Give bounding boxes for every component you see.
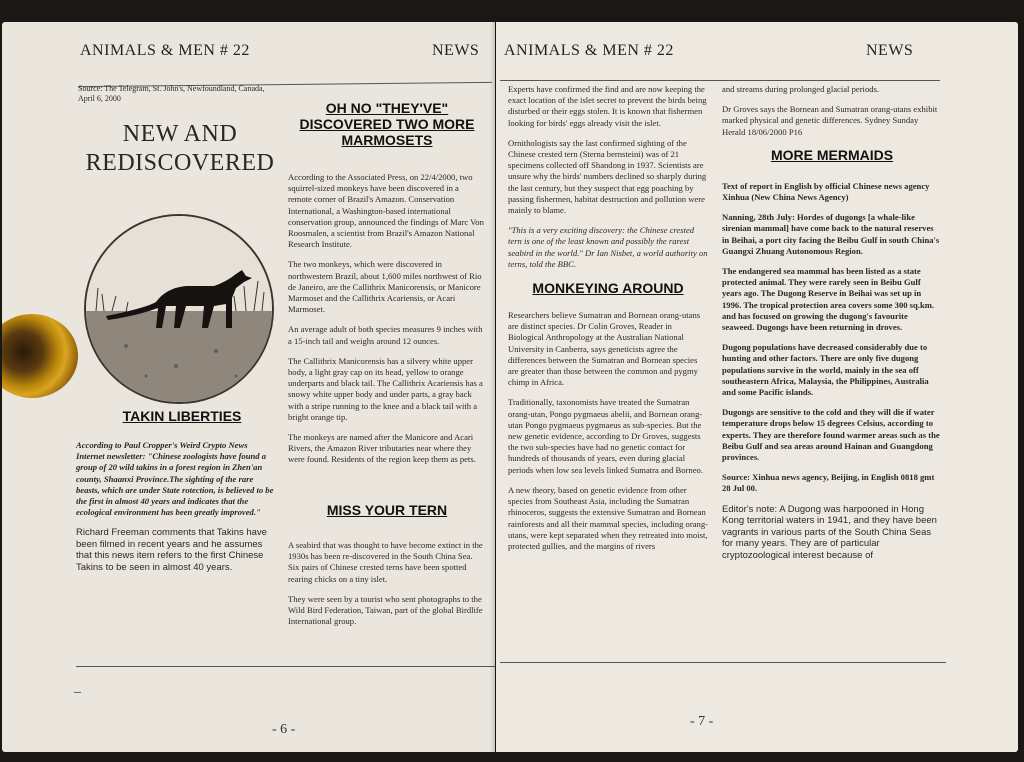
mermaids-para-4: Dugong populations have decreased considerably due to hunting and other factors. There are only five dugong populations survive in the world, mainly in the sea off southeastern Africa, Malaysia, the Philippines, Australia and some Pacific islands. [722,342,929,398]
mermaids-para-5: Dugongs are sensitive to the cold and they will die if water temperature drops below 15 degrees Celsius, according to experts. They are therefore found warmer areas such as the Beibu Gulf and sea areas around Hainan and Guangdong provinces. [722,407,940,463]
left-header-title: ANIMALS & MEN # 22 [80,42,250,59]
tern-continued-para-1: Experts have confirmed the find and are now keeping the exact location of the islet secret to prevent the birds being disturbed or their eggs stolen. It is known that fishermen looking for birds' eggs already visit the islet. [508,84,707,128]
mermaids-para-2: Nanning, 28th July: Hordes of dugongs [a whale-like sirenian mammal] have come back to the natural reserves in Beihai, a port city facing the Beibu Gulf in south China's Guangxi Zhuang Autonomous Region. [722,212,940,256]
left-page [2,22,495,752]
right-col-1 [508,84,708,561]
mermaids-para-3: The endangered sea mammal has been listed as a state protected animal. They were rarely seen in Beibu Gulf years ago. The Dugong Reserve in Beihai was set up in 1996. The tropical protection area covers some 300 sq.km. and has focused on growing the dugong's favourite seaweed. Dugongs have been returning in droves. [722,266,935,333]
big-title: NEW AND REDISCOVERED [85,121,275,176]
right-header-title: ANIMALS & MEN # 22 [504,42,674,59]
right-header-section: NEWS [866,42,914,59]
takin-para-2: Richard Freeman comments that Takins have been filmed in recent years and he assumes that this news item refers to the first Chinese Takins to be seen in almost 40 years. [76,527,267,573]
monkeying-continued-para-1: and streams during prolonged glacial periods. [722,84,880,94]
marmosets-article [288,172,484,475]
tern-headline: MISS YOUR TERN [326,502,448,518]
marmosets-para-1: According to the Associated Press, on 22/4/2000, two squirrel-sized monkeys have been discovered in a remote corner of Brazil's Amazon. Conservation International, a Washington-based international conservation group, announced the findings of Marc Von Roosmalen, a scientist from Brazil's Amazon National Research Institute. [288,172,484,250]
marmosets-para-2: The two monkeys, which were discovered in northwestern Brazil, about 1,600 miles northwest of Rio de Janeiro, are the Callithrix Manicorensis, or Manicore Marmoset and the Callithrix Acariensis, or Acari Marmoset. [288,259,482,315]
monkeying-headline: MONKEYING AROUND [532,280,684,297]
marmosets-para-3: An average adult of both species measures 9 inches with a 15-inch tail and weighs around 12 ounces. [288,324,483,346]
right-footer-rule [500,662,946,663]
editors-note: Editor's note: A Dugong was harpooned in Hong Kong territorial waters in 1941, and they have been vagrants in various parts of the South China Seas for many years. They are of particular cryptozoological interest because of [722,503,937,561]
right-col-2 [722,84,942,570]
tern-para-1: A seabird that was thought to have become extinct in the 1930s has been re-discovered in the South China Sea. Six pairs of Chinese crested terns have been spotted rearing chicks on a tiny islet. [288,540,483,584]
takin-article [76,440,278,582]
left-footer-rule [76,666,495,667]
takin-para-1: According to Paul Cropper's Weird Crypto News Internet newsletter: "Chinese zoologists have found a group of 20 wild takins in a forest region in Zhen'an county, Shaanxi Province.The sighting of the rare beasts, which are under State rotection, is believed to be the first in almost 40 years and indicates that the ecological environment has been greatly improved." [76,440,274,518]
tern-article [288,540,484,636]
tern-continued-para-3: "This is a very exciting discovery: the Chinese crested tern is one of the least known and possibly the rarest seabird in the world." Dr Ian Nisbet, a world authority on terns, told the BBC. [508,225,708,269]
mermaids-source: Source: Xinhua news agency, Beijing, in English 0818 gmt 28 Jul 00. [722,472,935,494]
right-page-number: - 7 - [690,714,714,729]
monkeying-continued-para-2: Dr Groves says the Bornean and Sumatran orang-utans exhibit marked physical and genetic differences. Sydney Sunday Herald 18/06/2000 P16 [722,104,938,137]
right-page [496,22,1018,752]
binder-ring [2,314,78,398]
mermaids-para-1: Text of report in English by official Chinese news agency Xinhua (New China News Agency) [722,180,930,203]
monkeying-para-3: A new theory, based on genetic evidence from other species from Southeast Asia, including the Sumatran rhinoceros, suggests the extensive Sumatran and Bornean rainforests and all their mammal species, including orang-utans, were kept separated when they retreated into moist, protected gullies, and the margins of rivers [508,484,708,551]
marmosets-headline: OH NO "THEY'VE" DISCOVERED TWO MORE MARMOSETS [299,100,475,148]
tern-para-2: They were seen by a tourist who sent photographs to the Wild Bird Federation, Taiwan, part of the global Birdlife International group. [288,593,483,627]
monkeying-para-2: Traditionally, taxonomists have treated the Sumatran orang-utan, Pongo pygmaeus abelii, and Bornean orang-utan Pongo pygmaeus pygmaeus as sub-species. But the new genetic evidence, according to Dr Groves, suggests the two sub-species have had no genetic contact for hundreds of thousands of years, even during glacial periods when low sea levels linked Sumatra and Borneo. [508,397,703,475]
thylacine-silhouette-icon [86,216,274,404]
takin-headline: TAKIN LIBERTIES [122,408,242,424]
monkeying-para-1: Researchers believe Sumatran and Bornean orang-utans are distinct species. Dr Colin Groves, Reader in Biological Anthropology at the Australian National University in Canberra, says geneticists agree the differences between the Sumatran and Bornean species are greater than those between the common and pygmy chimp in Africa. [508,310,701,388]
mermaids-headline: MORE MERMAIDS [770,146,894,163]
left-bottom-dash: _ [74,680,81,695]
thylacine-image [84,214,274,404]
tern-continued-para-2: Ornithologists say the last confirmed sighting of the Chinese crested tern (Sterna bernsteini) was of 21 specimens collected off Shandong in 1937. Scientists are unsure why the birds' numbers declined so sharply during the last century, but they suspect that egg poaching by passing fishermen, habitat destruction and pollution were mainly to blame. [508,137,707,216]
right-header-rule [500,80,940,81]
marmosets-para-4: The Callithrix Manicorensis has a silvery white upper body, a light gray cap on its head, yellow to orange underparts and black tail. The Callithrix Acariensis has a snowy white upper body and under parts, a gray back with a stripe running to the knee and a black tail with a bright orange tip. [288,355,483,422]
source-line: Source: The Telegram, St. John's, Newfoundland, Canada, April 6, 2000 [78,84,265,103]
left-header-section: NEWS [432,42,480,59]
left-page-number: - 6 - [272,722,296,737]
marmosets-para-5: The monkeys are named after the Manicore and Acari Rivers, the Amazon River tributaries near where they were found. Residents of the region keep them as pets. [288,432,476,465]
